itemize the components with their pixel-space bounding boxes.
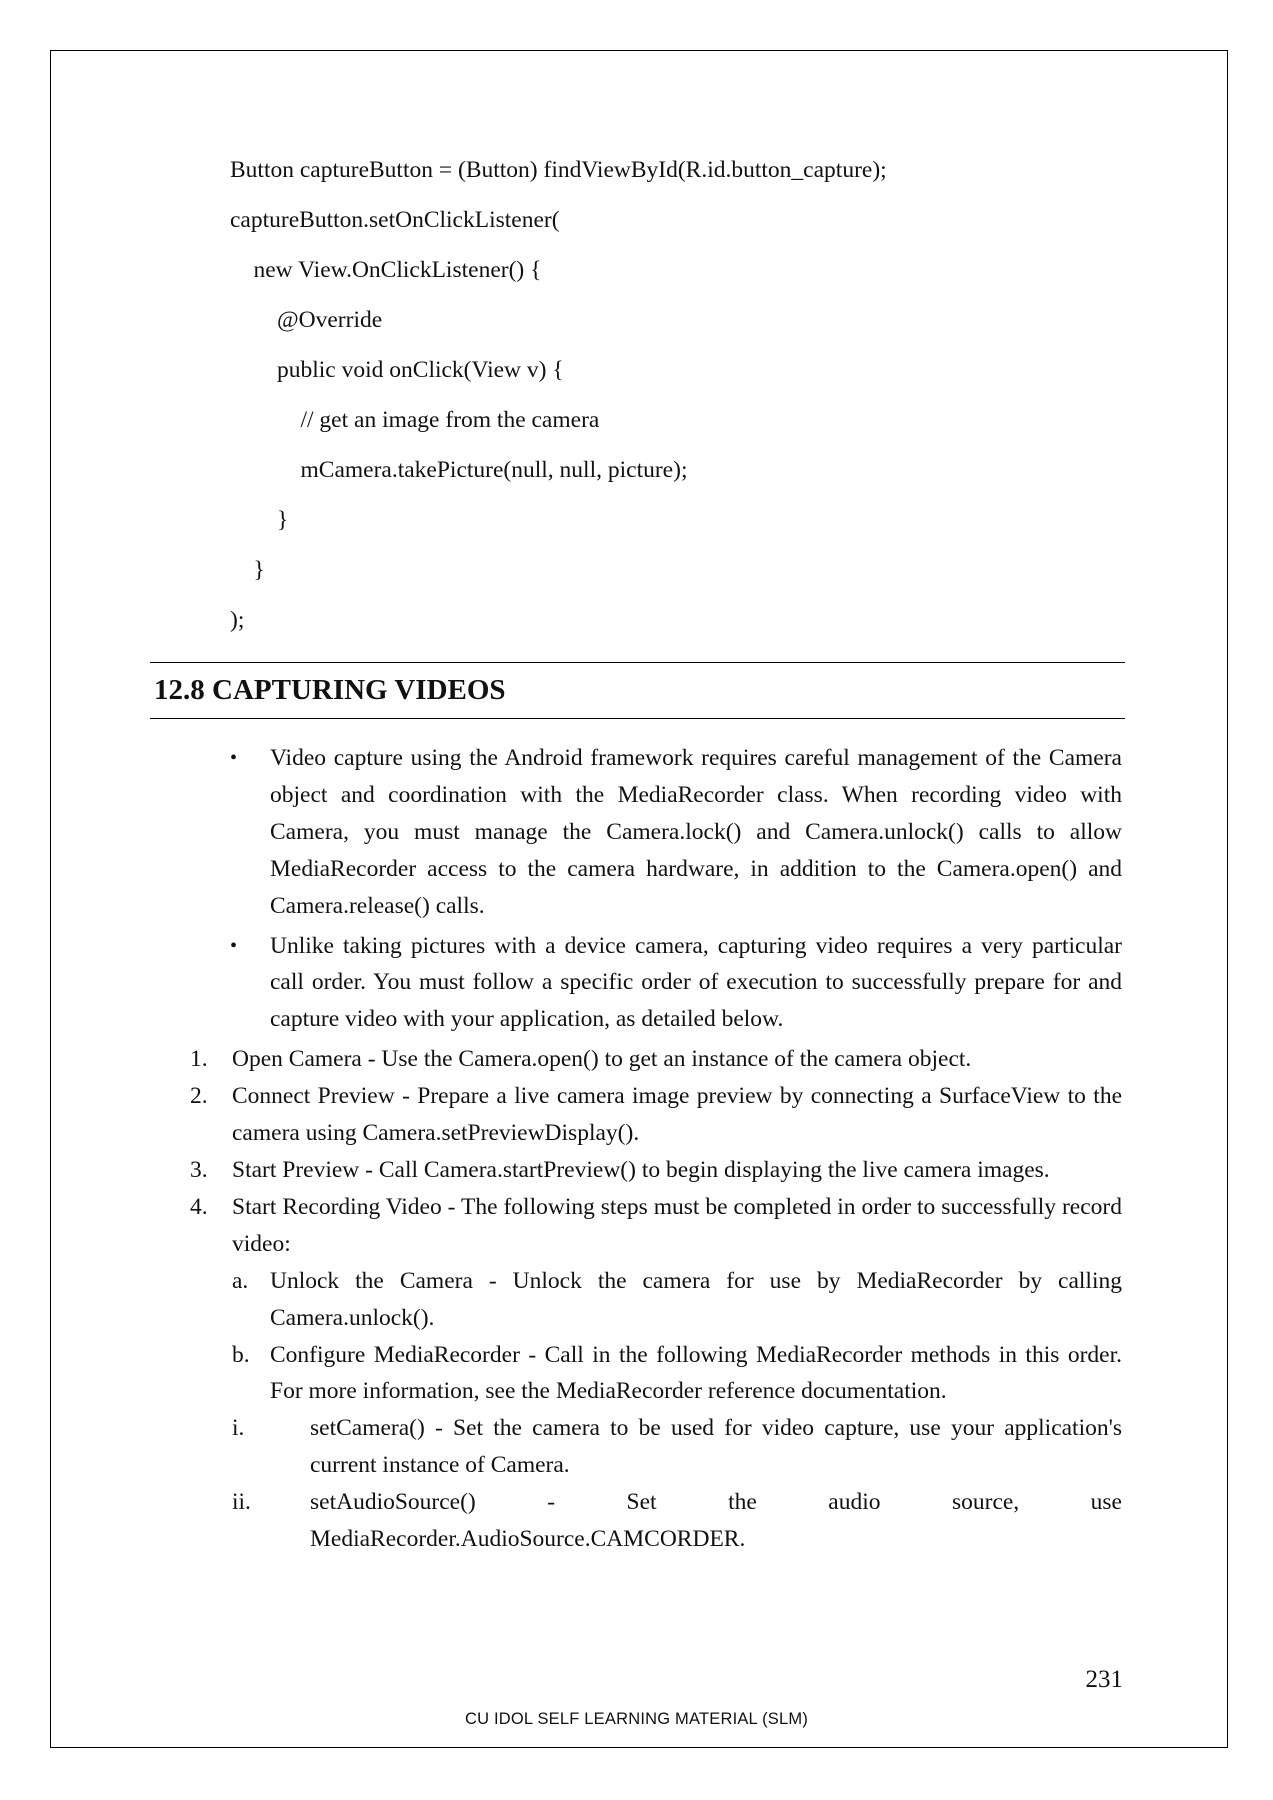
- code-line: captureButton.setOnClickListener(: [230, 207, 560, 233]
- code-line: public void onClick(View v) {: [230, 357, 564, 383]
- code-line: }: [230, 507, 289, 533]
- section-heading: 12.8 CAPTURING VIDEOS: [154, 674, 506, 706]
- substep-letter: b.: [232, 1341, 250, 1368]
- step-text: Connect Preview - Prepare a live camera image preview by connecting a SurfaceView to the camera using Camera.setPreviewDisplay().: [232, 1083, 1122, 1147]
- roman-item: [150, 1410, 1122, 1484]
- code-line: mCamera.takePicture(null, null, picture);: [230, 457, 688, 483]
- bullet-item: [150, 740, 1122, 925]
- section-body: [150, 740, 1122, 1558]
- step-text: Start Preview - Call Camera.startPreview() to begin displaying the live camera images.: [232, 1156, 1050, 1183]
- code-block: [230, 150, 887, 650]
- lettered-substep: [150, 1263, 1122, 1337]
- numbered-step: [150, 1078, 1122, 1152]
- bullet-marker: •: [230, 934, 238, 957]
- substep-text: Configure MediaRecorder - Call in the following MediaRecorder methods in this order. For more information, see the MediaRecorder reference documentation.: [270, 1341, 1122, 1405]
- step-text: Open Camera - Use the Camera.open() to get an instance of the camera object.: [232, 1046, 972, 1073]
- numbered-step: [150, 1152, 1122, 1189]
- step-number: 1.: [190, 1046, 208, 1073]
- bullet-text: Video capture using the Android framework requires careful management of the Camera object and coordination with the MediaRecorder class. When recording video with Camera, you must manage the Camera.lock() and Camera.unlock() calls to allow MediaRecorder access to the camera hardware, in addition to the Camera.open() and Camera.release() calls.: [270, 745, 1122, 919]
- step-number: 2.: [190, 1083, 208, 1110]
- bullet-text: Unlike taking pictures with a device camera, capturing video requires a very particular call order. You must follow a specific order of execution to successfully prepare for and capture video with your application, as detailed below.: [270, 932, 1122, 1033]
- bullet-item: [150, 928, 1122, 1039]
- code-line: }: [230, 557, 265, 583]
- roman-text-line: setAudioSource() - Set the audio source, use: [310, 1489, 1122, 1516]
- roman-text-line: MediaRecorder.AudioSource.CAMCORDER.: [310, 1526, 746, 1553]
- roman-numeral: i.: [232, 1415, 245, 1442]
- substep-letter: a.: [232, 1267, 249, 1294]
- roman-numeral: ii.: [232, 1489, 251, 1516]
- lettered-substep: [150, 1337, 1122, 1411]
- roman-item: [150, 1484, 1122, 1558]
- roman-text: setCamera() - Set the camera to be used for video capture, use your application's current instance of Camera.: [310, 1415, 1122, 1479]
- code-line: // get an image from the camera: [230, 407, 600, 433]
- heading-rule-bottom: [150, 718, 1125, 719]
- numbered-step: [150, 1041, 1122, 1078]
- step-text: Start Recording Video - The following steps must be completed in order to successfully record video:: [232, 1193, 1122, 1257]
- substep-text: Unlock the Camera - Unlock the camera for use by MediaRecorder by calling Camera.unlock().: [270, 1267, 1122, 1331]
- step-number: 4.: [190, 1193, 208, 1220]
- code-line: Button captureButton = (Button) findViewById(R.id.button_capture);: [230, 157, 887, 183]
- step-number: 3.: [190, 1156, 208, 1183]
- code-line: new View.OnClickListener() {: [230, 257, 542, 283]
- page-number: 231: [1085, 1666, 1123, 1693]
- code-line: );: [230, 607, 245, 633]
- numbered-step: [150, 1189, 1122, 1263]
- bullet-marker: •: [230, 747, 238, 769]
- footer-text: CU IDOL SELF LEARNING MATERIAL (SLM): [464, 1710, 809, 1728]
- code-line: @Override: [230, 307, 383, 333]
